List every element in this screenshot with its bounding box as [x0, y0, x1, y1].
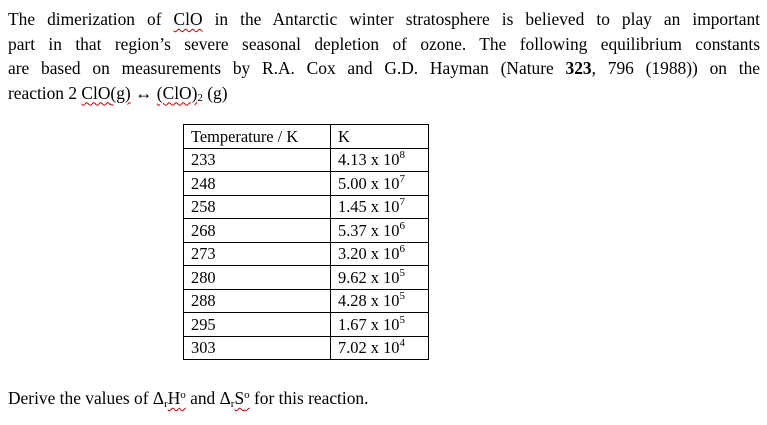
k-mantissa: 1.45 x 10 [338, 197, 400, 217]
question-text [8, 386, 368, 410]
enthalpy-letter: H [167, 388, 181, 408]
product-formula: (ClO) [156, 82, 198, 103]
intro-text: reaction 2 [8, 82, 82, 103]
temperature-cell: 268 [184, 219, 331, 243]
k-mantissa: 9.62 x 10 [338, 267, 400, 287]
k-cell [331, 266, 429, 290]
delta-symbol: Δ [219, 388, 231, 408]
intro-line-3 [8, 56, 760, 81]
delta-r-h [153, 388, 186, 408]
question-and: and [185, 388, 220, 408]
intro-text: , 796 (1988)) on the [591, 58, 760, 78]
delta-symbol: Δ [152, 388, 165, 408]
k-cell [331, 289, 429, 313]
k-mantissa: 5.00 x 10 [338, 173, 400, 193]
header-k: K [331, 125, 429, 149]
delta-r-s [220, 388, 250, 408]
reaction-subscript: r [164, 398, 168, 410]
intro-line-2 [8, 32, 760, 57]
table-row [184, 242, 429, 266]
k-cell [331, 336, 429, 360]
problem-statement [8, 7, 760, 105]
k-cell [331, 219, 429, 243]
temperature-cell: 248 [184, 172, 331, 196]
temperature-cell: 295 [184, 313, 331, 337]
table-row [184, 266, 429, 290]
equilibrium-arrow-icon: ↔ [135, 82, 153, 103]
k-cell [331, 148, 429, 172]
k-mantissa: 1.67 x 10 [338, 314, 400, 334]
k-mantissa: 4.28 x 10 [338, 291, 400, 311]
temperature-cell: 280 [184, 266, 331, 290]
temperature-cell: 233 [184, 148, 331, 172]
intro-text: are based on measurements by R.A. Cox and G.D. Hayman (Nature [8, 58, 566, 78]
k-cell [331, 172, 429, 196]
reactant-formula: ClO [81, 82, 111, 103]
intro-text: in the Antarctic winter stratosphere is believed to play an important [202, 9, 760, 29]
table-row [184, 313, 429, 337]
k-exponent: 5 [399, 266, 405, 279]
journal-volume: 323 [565, 58, 592, 78]
k-cell [331, 313, 429, 337]
header-temperature: Temperature / K [184, 125, 331, 149]
table-row [184, 195, 429, 219]
entropy-letter: S [234, 388, 245, 408]
k-exponent: 7 [399, 196, 405, 209]
k-exponent: 7 [399, 172, 405, 185]
enthalpy-symbol [168, 388, 186, 408]
k-exponent: 4 [399, 337, 405, 350]
question-suffix: for this reaction. [249, 388, 369, 408]
product-subscript: 2 [197, 91, 203, 104]
temperature-cell: 273 [184, 242, 331, 266]
intro-text: part in that region’s severe seasonal depletion of ozone. The following equilibrium constants [8, 33, 760, 54]
k-mantissa: 3.20 x 10 [338, 244, 400, 264]
table-row [184, 148, 429, 172]
standard-state-mark: o [244, 389, 250, 401]
product-phase: (g) [207, 82, 228, 103]
temperature-cell: 303 [184, 336, 331, 360]
question-prefix: Derive the values of [8, 388, 153, 408]
table-row [184, 289, 429, 313]
k-exponent: 5 [399, 313, 405, 326]
k-exponent: 5 [399, 290, 405, 303]
intro-line-1 [8, 7, 760, 32]
standard-state-mark: o [180, 389, 186, 401]
species-clo: ClO [173, 9, 203, 29]
table-row [184, 172, 429, 196]
table-header-row [184, 125, 429, 149]
reactant-species [81, 83, 130, 103]
k-exponent: 6 [399, 219, 405, 232]
reactant-phase: (g) [110, 82, 131, 103]
temperature-cell: 258 [184, 195, 331, 219]
equilibrium-constants-table [183, 124, 429, 360]
table-body [184, 148, 429, 360]
k-mantissa: 7.02 x 10 [338, 338, 400, 358]
table-row [184, 336, 429, 360]
entropy-symbol [234, 388, 249, 408]
k-exponent: 8 [399, 149, 405, 162]
table-row [184, 219, 429, 243]
reaction-equation [8, 81, 760, 106]
intro-text: The dimerization of [8, 9, 174, 29]
temperature-cell: 288 [184, 289, 331, 313]
k-cell [331, 242, 429, 266]
k-mantissa: 5.37 x 10 [338, 220, 400, 240]
k-cell [331, 195, 429, 219]
k-exponent: 6 [399, 243, 405, 256]
k-mantissa: 4.13 x 10 [338, 150, 400, 170]
reaction-subscript: r [230, 398, 235, 410]
